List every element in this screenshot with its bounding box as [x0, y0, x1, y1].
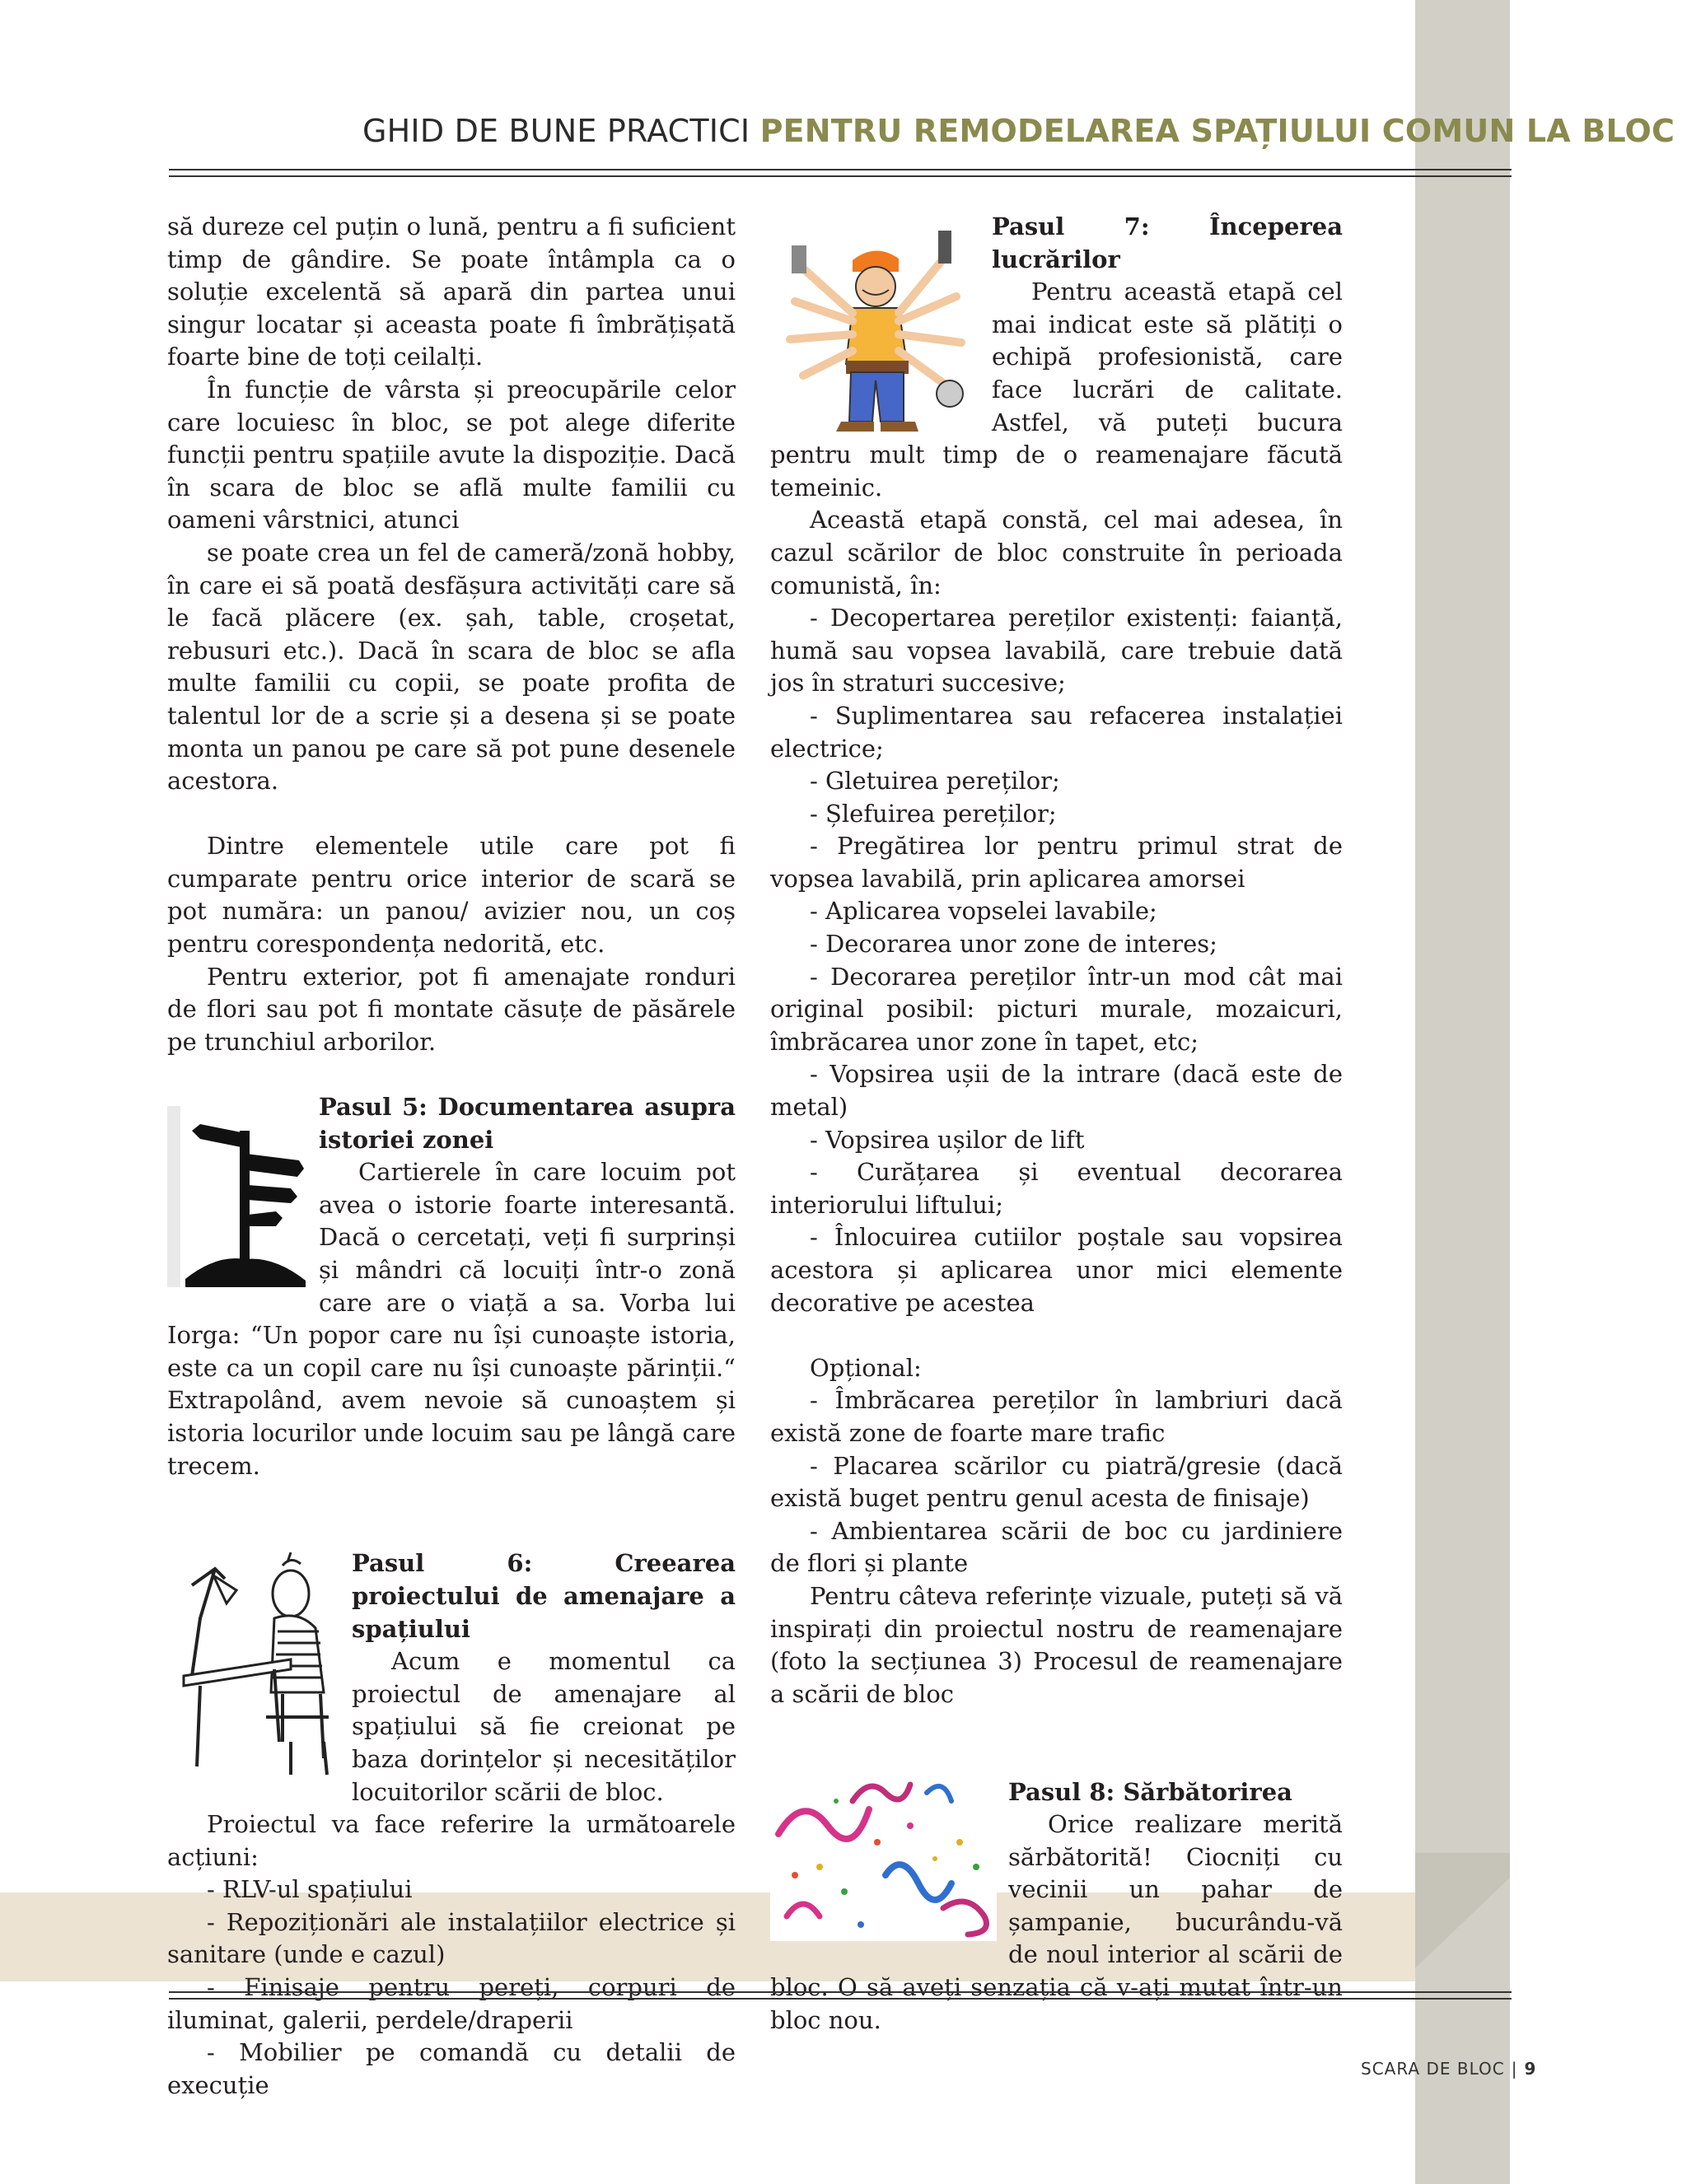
step5-body: Cartierele în care locuim pot avea o istorie foarte interesantă. Dacă o cercetați, veți fi surprinși și mândri că locuiți într-o zonă care are o viață a sa. Vorba lui Iorga: “Un popor care nu își cunoaște istoria, este ca un copil care nu își cunoaște părinții.“ Extrapolând, avem nevoie să cunoaștem și istoria locurilor unde locuim sau pe lângă care trecem. — [167, 1158, 736, 1480]
list-item: - Îmbrăcarea pereților în lambriuri dacă există zone de foarte mare trafic — [770, 1386, 1343, 1447]
paragraph: se poate crea un fel de cameră/zonă hobby, în care ei să poată desfășura activități care să le facă plăcere (ex. șah, table, croșetat, rebusuri etc.). Dacă în scara de bloc se afla multe familii cu copii, se poate profita de talentul lor de a scrie și a desena și se poate monta un panou pe care să pot pune desenele acestora. — [167, 538, 736, 796]
list-item: - Vopsirea ușii de la intrare (dacă este de metal) — [770, 1060, 1343, 1122]
step6-title: Pasul 6: Creearea proiectului de amenajare a spațiului — [352, 1549, 736, 1643]
left-column — [167, 211, 736, 2102]
right-column — [770, 211, 1343, 2037]
list-item: - Șlefuirea pereților; — [810, 799, 1057, 828]
decor-fold — [1415, 1853, 1510, 1968]
list-item: - Înlocuirea cutiilor poștale sau vopsirea acestora și aplicarea unor mici elemente decorative pe acestea — [770, 1223, 1343, 1317]
header-rule — [169, 169, 1512, 177]
step7-body: Pentru această etapă cel mai indicat este să plătiți o echipă profesionistă, care face lucrări de calitate. Astfel, vă puteți bucura pentru mult timp de o reamenajare făcută temeinic. — [770, 278, 1343, 502]
paragraph: În funcție de vârsta și preocupările celor care locuiesc în bloc, se pot alege diferite funcții pentru spațiile avute la dispoziție. Dacă în scara de bloc se află multe familii cu oameni vârstnici, atunci — [167, 375, 736, 534]
paragraph: Pentru exterior, pot fi amenajate ronduri de flori sau pot fi montate căsuțe de păsărele pe trunchiul arborilor. — [167, 962, 736, 1056]
list-item: - Decorarea pereților într-un mod cât mai original posibil: picturi murale, mozaicuri, îmbrăcarea unor zone în tapet, etc; — [770, 962, 1343, 1056]
step8-title: Pasul 8: Sărbătorirea — [1008, 1777, 1292, 1806]
confetti-illustration — [770, 1776, 997, 1941]
list-item: - Decorarea unor zone de interes; — [810, 930, 1217, 959]
optional-label: Opțional: — [810, 1353, 922, 1382]
signpost-illustration — [167, 1106, 307, 1287]
header-title-part2: PENTRU REMODELAREA SPAȚIULUI COMUN LA BLOC — [759, 113, 1675, 149]
paragraph: Dintre elementele utile care pot fi cumparate pentru orice interior de scară se pot număra: un panou/ avizier nou, un coș pentru corespondența nedorită, etc. — [167, 832, 736, 959]
step6-body: Proiectul va face referire la următoarele acțiuni: — [167, 1810, 736, 1871]
paragraph: Pentru câteva referințe vizuale, puteți să vă inspirați din proiectul nostru de reamenajare (foto la secțiunea 3) Procesul de reamenajare a scării de bloc — [770, 1581, 1343, 1708]
step5-title: Pasul 5: Documentarea asupra istoriei zonei — [319, 1093, 736, 1154]
list-item: - Mobilier pe comandă cu detalii de execuție — [167, 2038, 736, 2099]
list-item: - Repoziționări ale instalațiilor electrice și sanitare (unde e cazul) — [167, 1907, 736, 1969]
footer-rule — [169, 1991, 1512, 2000]
running-header — [362, 113, 1675, 149]
list-item: - Vopsirea ușilor de lift — [810, 1125, 1085, 1154]
page-number: 9 — [1524, 2059, 1537, 2079]
list-item: - Ambientarea scării de boc cu jardiniere de flori și plante — [770, 1516, 1343, 1578]
list-item: - Decopertarea pereților existenți: faianță, humă sau vopsea lavabilă, care trebuie dată jos în straturi succesive; — [770, 604, 1343, 698]
header-title-part1: GHID DE BUNE PRACTICI — [362, 113, 760, 149]
list-item: - Curățarea și eventual decorarea interiorului liftului; — [770, 1158, 1343, 1219]
step7-body: Această etapă constă, cel mai adesea, în cazul scărilor de bloc construite în perioada comunistă, în: — [770, 506, 1343, 600]
list-item: - Suplimentarea sau refacerea instalației electrice; — [770, 701, 1343, 763]
multi-armed-worker-illustration — [770, 211, 980, 437]
step8-body: Orice realizare merită sărbătorită! Ciocniți cu vecinii un pahar de șampanie, bucurându-vă de noul interior al scării de bloc. O să aveți senzația că v-ați mutat într-un bloc nou. — [770, 1810, 1343, 2034]
list-item: - Placarea scărilor cu piatră/gresie (dacă există buget pentru genul acesta de finisaje) — [770, 1451, 1343, 1513]
paragraph: să dureze cel puțin o lună, pentru a fi suficient timp de gândire. Se poate întâmpla ca o soluție excelentă să apară din partea unui singur locatar și aceasta poate fi îmbrățișată foarte bine de toți ceilalți. — [167, 212, 736, 371]
step6-body: Acum e momentul ca proiectul de amenajare al spațiului să fie creionat pe baza dorințelor și necesităților locuitorilor scării de bloc. — [352, 1647, 736, 1806]
page-footer — [1361, 2059, 1536, 2079]
footer-separator: | — [1511, 2059, 1518, 2079]
list-item: - RLV-ul spațiului — [207, 1875, 413, 1904]
list-item: - Finisaje pentru pereți, corpuri de iluminat, galerii, perdele/draperii — [167, 1973, 736, 2034]
list-item: - Pregătirea lor pentru primul strat de vopsea lavabilă, prin aplicarea amorsei — [770, 832, 1343, 893]
publication-name: SCARA DE BLOC — [1361, 2059, 1505, 2079]
list-item: - Aplicarea vopselei lavabile; — [810, 897, 1157, 926]
list-item: - Gletuirea pereților; — [810, 767, 1060, 796]
designer-at-desk-illustration — [167, 1552, 340, 1779]
step7-title: Pasul 7: Începerea lucrărilor — [992, 212, 1343, 273]
